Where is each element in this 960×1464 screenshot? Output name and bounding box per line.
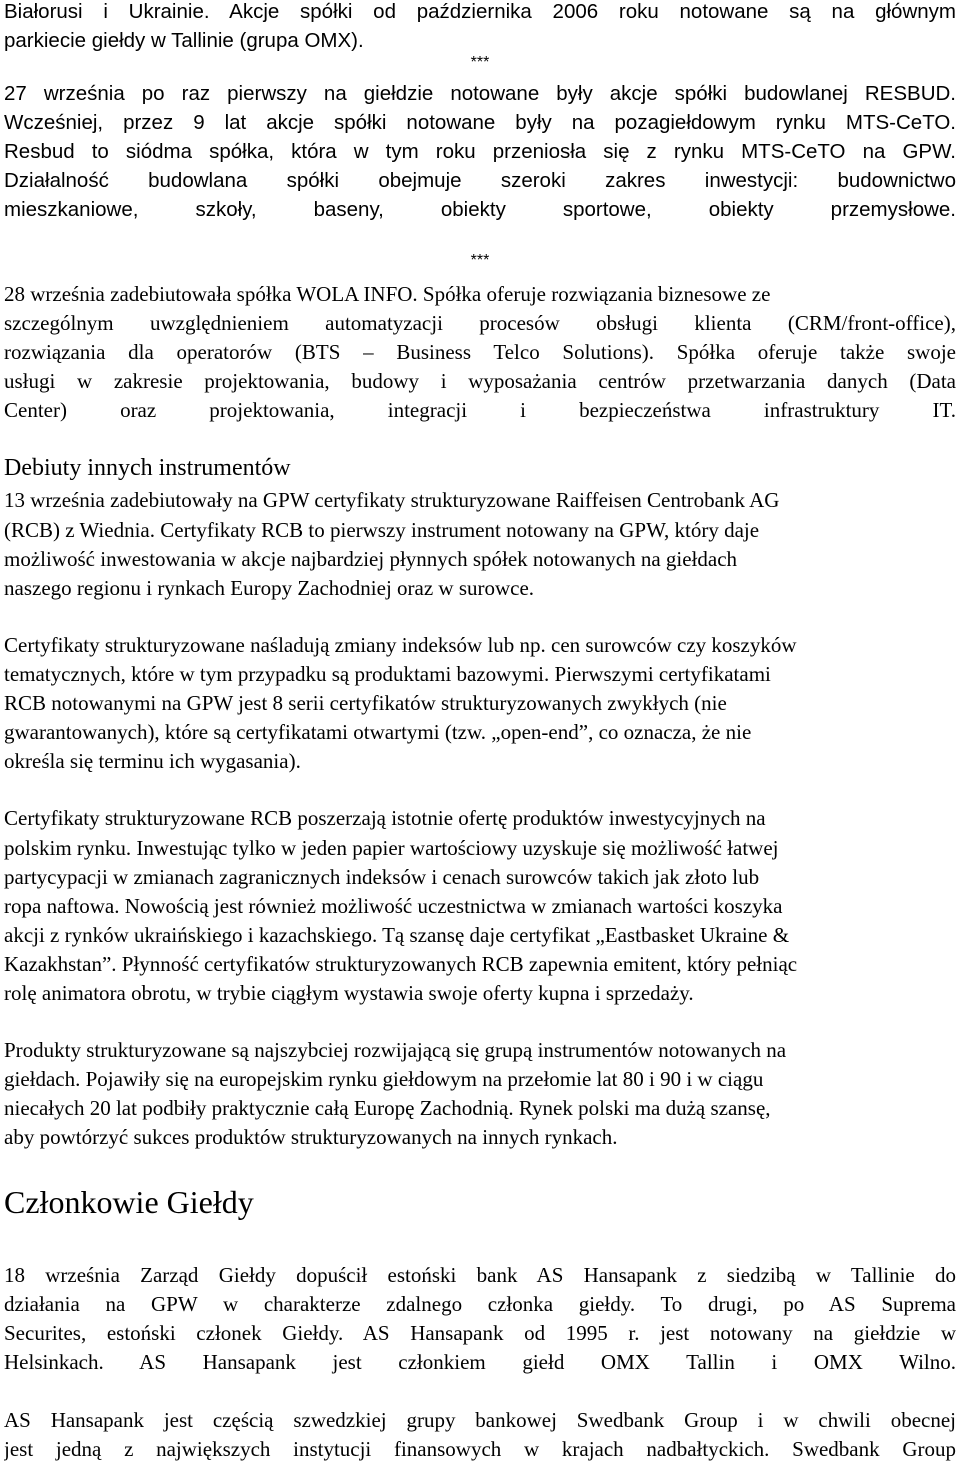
- text-line: 28 września zadebiutowała spółka WOLA INFO. Spółka oferuje rozwiązania biznesowe ze: [4, 282, 771, 306]
- text-line: naszego regionu i rynkach Europy Zachodniej oraz w surowce.: [4, 576, 535, 600]
- text-line: partycypacji w zmianach zagranicznych indeksów i cenach surowców takich jak złoto lub: [4, 865, 760, 889]
- text-line: Securites, estoński członek Giełdy. AS Hansapank od 1995 r. jest notowany na giełdzie w: [4, 1321, 956, 1345]
- text-line: niecałych 20 lat podbiły praktycznie całą Europę Zachodnią. Rynek polski ma dużą szansę,: [4, 1096, 771, 1120]
- text-line: giełdach. Pojawiły się na europejskim rynku giełdowym na przełomie lat 80 i 90 i w ciągu: [4, 1067, 764, 1091]
- text-line: mieszkaniowe, szkoły, baseny, obiekty sportowe, obiekty przemysłowe.: [4, 198, 956, 221]
- text-line: ropa naftowa. Nowością jest również możliwość uczestnictwa w zmianach wartości koszyka: [4, 894, 783, 918]
- text-line: Center) oraz projektowania, integracji i bezpieczeństwa infrastruktury IT.: [4, 398, 956, 422]
- text-line: działania na GPW w charakterze zdalnego członka giełdy. To drugi, po AS Suprema: [4, 1292, 956, 1316]
- text-line: akcji z rynków ukraińskiego i kazachskiego. Tą szansę daje certyfikat „Eastbasket Ukraine &: [4, 923, 790, 947]
- text-line: Działalność budowlana spółki obejmuje szeroki zakres inwestycji: budownictwo: [4, 169, 956, 192]
- text-line: Resbud to siódma spółka, która w tym roku przeniosła się z rynku MTS-CeTO na GPW.: [4, 140, 956, 163]
- text-line: AS Hansapank jest częścią szwedzkiej grupy bankowej Swedbank Group i w chwili obecnej: [4, 1408, 956, 1432]
- text-line: określa się terminu ich wygasania).: [4, 749, 301, 773]
- text-line: Certyfikaty strukturyzowane naśladują zmiany indeksów lub np. cen surowców czy koszyków: [4, 633, 797, 657]
- text-line: usługi w zakresie projektowania, budowy i wyposażania centrów przetwarzania danych (Data: [4, 369, 956, 393]
- text-line: (RCB) z Wiednia. Certyfikaty RCB to pierwszy instrument notowany na GPW, który daje: [4, 518, 760, 542]
- text-line: parkiecie giełdy w Tallinie (grupa OMX).: [4, 29, 364, 52]
- text-line: rozwiązania dla operatorów (BTS – Business Telco Solutions). Spółka oferuje także swoje: [4, 340, 956, 364]
- text-line: aby powtórzyć sukces produktów strukturyzowanych na innych rynkach.: [4, 1125, 618, 1149]
- text-line: 27 września po raz pierwszy na giełdzie notowane były akcje spółki budowlanej RESBUD.: [4, 82, 956, 105]
- text-line: 13 września zadebiutowały na GPW certyfikaty strukturyzowane Raiffeisen Centrobank AG: [4, 488, 780, 512]
- text-line: RCB notowanymi na GPW jest 8 serii certyfikatów strukturyzowanych zwykłych (nie: [4, 691, 727, 715]
- text-line: polskim rynku. Inwestując tylko w jeden papier wartościowy uzyskuje się możliwość łatwej: [4, 836, 779, 860]
- text-line: szczególnym uwzględnieniem automatyzacji procesów obsługi klienta (CRM/front-office),: [4, 311, 956, 335]
- text-line: Kazakhstan”. Płynność certyfikatów strukturyzowanych RCB zapewnia emitent, który pełniąc: [4, 952, 798, 976]
- separator-asterisks: ***: [470, 54, 490, 71]
- text-line: Produkty strukturyzowane są najszybciej rozwijającą się grupą instrumentów notowanych na: [4, 1038, 787, 1062]
- text-line: 18 września Zarząd Giełdy dopuścił estoński bank AS Hansapank z siedzibą w Tallinie do: [4, 1263, 956, 1287]
- text-line: Białorusi i Ukrainie. Akcje spółki od października 2006 roku notowane są na głównym: [4, 0, 956, 23]
- text-line: rolę animatora obrotu, w trybie ciągłym wystawia swoje oferty kupna i sprzedaży.: [4, 981, 694, 1005]
- text-line: Helsinkach. AS Hansapank jest członkiem giełd OMX Tallin i OMX Wilno.: [4, 1350, 956, 1374]
- text-line: gwarantowanych), które są certyfikatami otwartymi (tzw. „open-end”, co oznacza, że nie: [4, 720, 752, 744]
- text-line: jest jedną z największych instytucji finansowych w krajach nadbałtyckich. Swedbank Group: [4, 1437, 956, 1461]
- text-line: możliwość inwestowania w akcje najbardziej płynnych spółek notowanych na giełdach: [4, 547, 738, 571]
- text-line: Certyfikaty strukturyzowane RCB poszerzają istotnie ofertę produktów inwestycyjnych na: [4, 806, 766, 830]
- text-line: tematycznych, które w tym przypadku są produktami bazowymi. Pierwszymi certyfikatami: [4, 662, 771, 686]
- text-line: Wcześniej, przez 9 lat akcje spółki notowane były na pozagiełdowym rynku MTS-CeTO.: [4, 111, 956, 134]
- section-heading-czlonkowie: Członkowie Giełdy: [4, 1184, 254, 1220]
- separator-asterisks: ***: [470, 252, 490, 269]
- section-heading-debiuty: Debiuty innych instrumentów: [4, 455, 291, 481]
